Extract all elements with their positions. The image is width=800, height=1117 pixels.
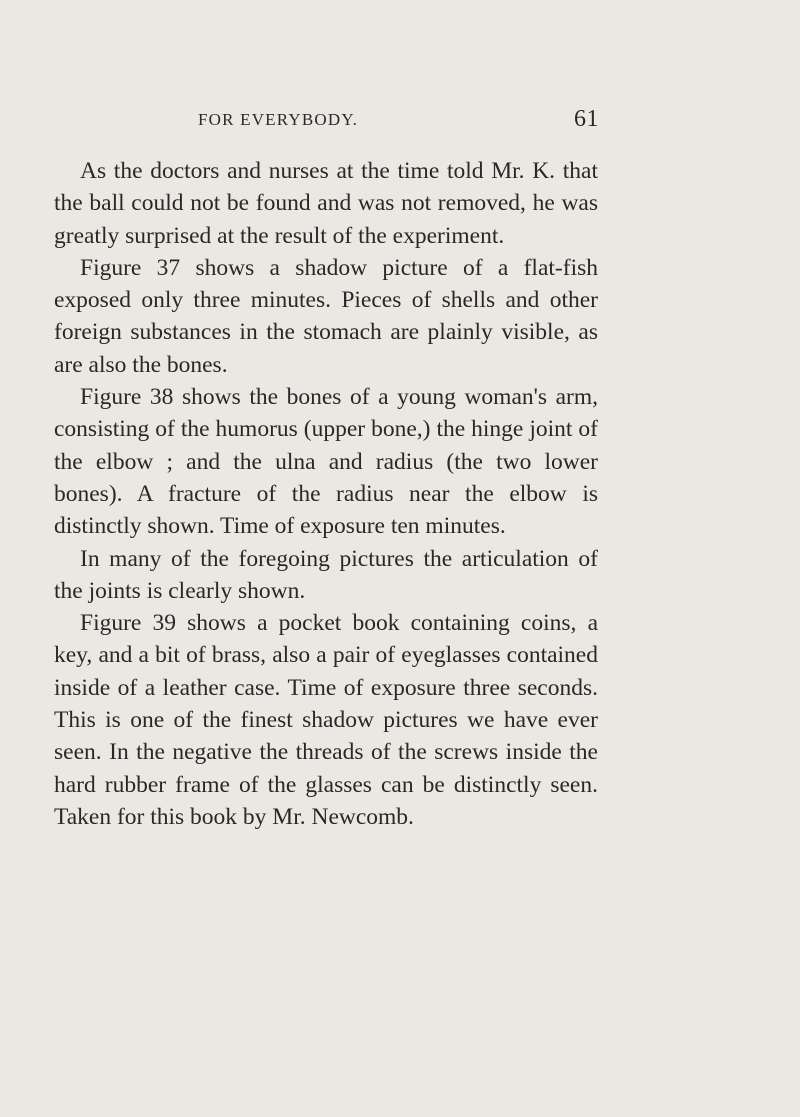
paragraph: Figure 38 shows the bones of a young woman's arm, consisting of the humorus (upper bone,) the hinge joint of the elbow ; and the ulna and radius (the two lower bones). A fracture of the radius near the elbow is distinctly shown. Time of exposure ten minutes. [54,384,598,540]
body-text [54,155,598,833]
paragraph: Figure 37 shows a shadow picture of a flat-fish exposed only three minutes. Pieces of shells and other foreign substances in the stomach are plainly visible, as are also the bones. [54,254,598,378]
page-number: 61 [574,106,599,132]
paragraph: As the doctors and nurses at the time told Mr. K. that the ball could not be found and was not removed, he was greatly surprised at the result of the experiment. [54,158,598,249]
paragraph: In many of the foregoing pictures the articulation of the joints is clearly shown. [54,545,598,604]
paragraph: Figure 39 shows a pocket book containing coins, a key, and a bit of brass, also a pair of eyeglasses contained inside of a leather case. Time of exposure three seconds. This is one of the finest shadow pictures we have ever seen. In the negative the threads of the screws inside the hard rubber frame of the glasses can be distinctly seen. Taken for this book by Mr. Newcomb. [54,610,598,830]
running-title: FOR EVERYBODY. [198,110,359,129]
running-head [198,106,599,136]
